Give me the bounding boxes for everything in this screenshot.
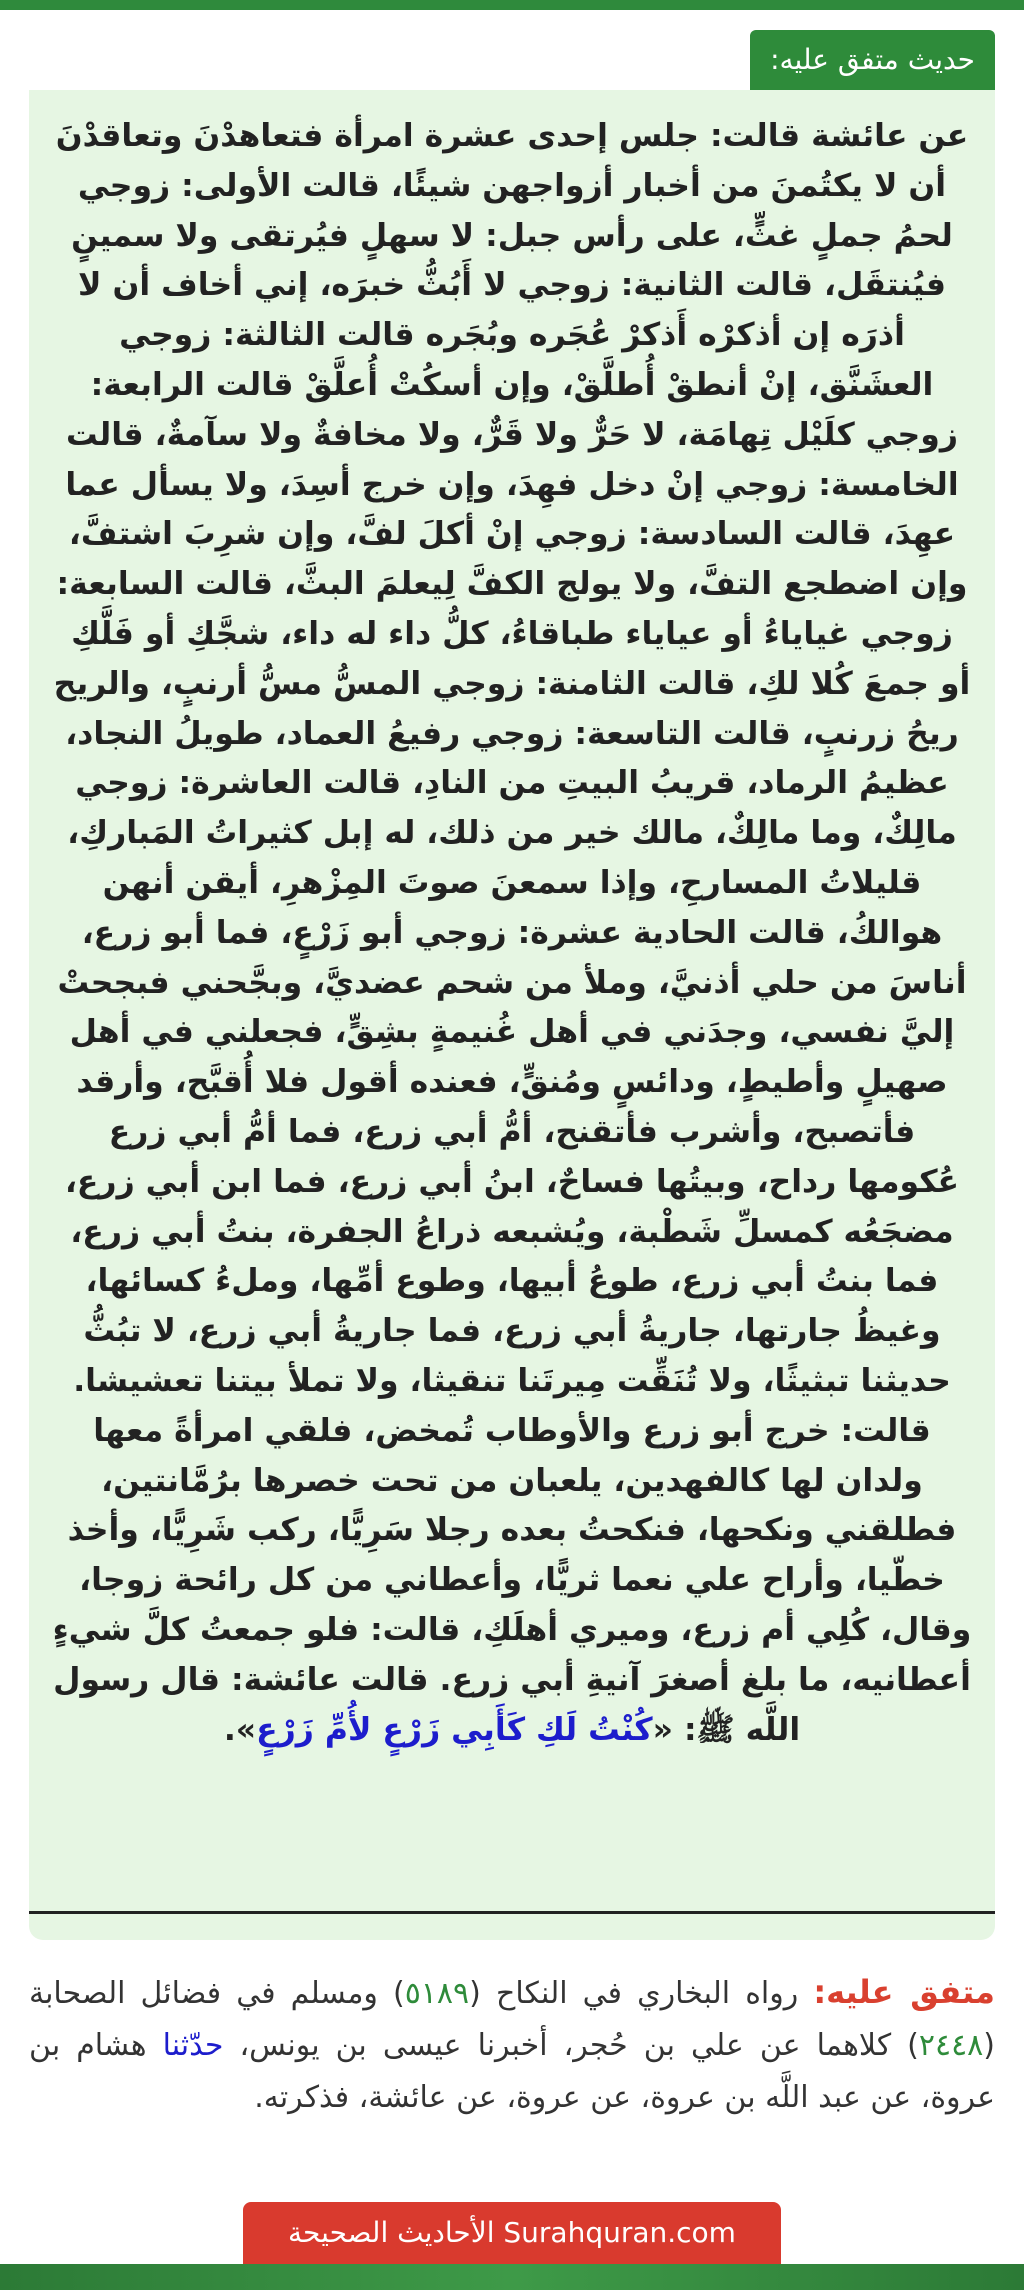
source-text-3: ) كلاهما عن علي بن حُجر، أخبرنا عيسى بن يونس، — [223, 2028, 919, 2063]
section-heading: حديث متفق عليه: — [750, 30, 995, 90]
source-citation — [29, 1966, 995, 2124]
source-text-4: هشام بن عروة، عن عبد اللَّه بن عروة، عن عروة، عن عائشة، فذكرته. — [29, 2028, 995, 2115]
site-badge[interactable]: الأحاديث الصحيحة Surahquran.com — [243, 2202, 781, 2264]
bottom-accent-bar — [0, 2264, 1024, 2290]
bukhari-number: ٥١٨٩ — [404, 1976, 470, 2011]
prophet-quote: كُنْتُ لَكِ كَأَبِي زَرْعٍ لأُمِّ زَرْعٍ — [256, 1711, 653, 1748]
hadith-text-box — [29, 90, 995, 1940]
muslim-number: ٢٤٤٨ — [918, 2028, 984, 2063]
section-divider — [29, 1911, 995, 1914]
source-text-1: رواه البخاري في النكاح ( — [469, 1976, 814, 2011]
hadith-body: عن عائشة قالت: جلس إحدى عشرة امرأة فتعاهدْنَ وتعاقدْنَ أن لا يكتُمنَ من أخبار أزواجهن شيئًا، قالت الأولى: زوجي لحمُ جملٍ غثٍّ، على رأس جبل: لا سهلٍ فيُرتقى ولا سمينٍ فيُنتقَل، قالت الثانية: زوجي لا أَبُثُّ خبرَه، إني أخاف أن لا أذرَه إن أذكرْه أَذكرْ عُجَره وبُجَره قالت الثالثة: زوجي العشَنَّق، إنْ أنطقْ أُطلَّقْ، وإن أسكُتْ أُعلَّقْ قالت الرابعة: زوجي كلَيْل تِهامَة، لا حَرٌّ ولا قَرٌّ، ولا مخافةٌ ولا سآمةٌ، قالت الخامسة: زوجي إنْ دخل فهِدَ، وإن خرج أسِدَ، ولا يسأل عما عهِدَ، قالت السادسة: زوجي إنْ أكلَ لفَّ، وإن شرِبَ اشتفَّ، وإن اضطجع التفَّ، ولا يولج الكفَّ لِيعلمَ البثَّ، قالت السابعة: زوجي غياياءُ أو عياياء طباقاءُ، كلُّ داء له داء، شجَّكِ أو فَلَّكِ أو جمعَ كُلا لكِ، قالت الثامنة: زوجي المسُّ مسُّ أرنبٍ، والريح ريحُ زرنبٍ، قالت التاسعة: زوجي رفيعُ العماد، طويلُ النجاد، عظيمُ الرماد، قريبُ البيتِ من النادِ، قالت العاشرة: زوجي مالِكٌ، وما مالِكٌ، مالك خير من ذلك، له إبل كثيراتُ المَباركِ، قليلاتُ المسارحِ، وإذا سمعنَ صوتَ المِزْهرِ، أيقن أنهن هوالكُ، قالت الحادية عشرة: زوجي أبو زَرْعٍ، فما أبو زرع، أناسَ من حلي أذنيَّ، وملأ من شحم عضديَّ، وبجَّحني فبجحتْ إليَّ نفسي، وجدَني في أهل غُنيمةٍ بشِقٍّ، فجعلني في أهل صهيلٍ وأطيطٍ، ودائسٍ ومُنقٍّ، فعنده أقول فلا أُقبَّح، وأرقد فأتصبح، وأشرب فأتقنح، أمُّ أبي زرع، فما أمُّ أبي زرع عُكومها رداح، وبيتُها فساحٌ، ابنُ أبي زرع، فما ابن أبي زرع، مضجَعُه كمسلِّ شَطْبة، ويُشبعه ذراعُ الجفرة، بنتُ أبي زرع، فما بنتُ أبي زرع، طوعُ أبيها، وطوع أمِّها، وملءُ كسائها، وغيظُ جارتها، جاريةُ أبي زرع، فما جاريةُ أبي زرع، لا تبُثُّ حديثنا تبثيثًا، ولا تُنَقِّت مِيرتَنا تنقيثا، ولا تملأ بيتنا تعشيشا. قالت: خرج أبو زرع والأوطاب تُمخض، فلقي امرأةً معها ولدان لها كالفهدين، يلعبان من تحت خصرها برُمَّانتين، فطلقني ونكحها، فنكحتُ بعده رجلا سَرِيًّا، ركب شَرِيًّا، وأخذ خطّيا، وأراح علي نعما ثريًّا، وأعطاني من كل رائحة زوجا، وقال، كُلِي أم زرع، وميري أهلَكِ، قالت: فلو جمعتُ كلَّ شيءٍ أعطانيه، ما بلغ أصغرَ آنيةِ أبي زرع. قالت عائشة: قال رسول اللَّه ﷺ: « — [52, 118, 972, 1748]
source-label: متفق عليه: — [813, 1973, 995, 2011]
hadith-closing: ». — [223, 1711, 257, 1748]
source-text-2: ) ومسلم في فضائل الصحابة ( — [29, 1976, 996, 2063]
hadith-text — [51, 112, 973, 1755]
top-accent-bar — [0, 0, 1024, 10]
haddathana-word: حدّثنا — [162, 2028, 224, 2063]
